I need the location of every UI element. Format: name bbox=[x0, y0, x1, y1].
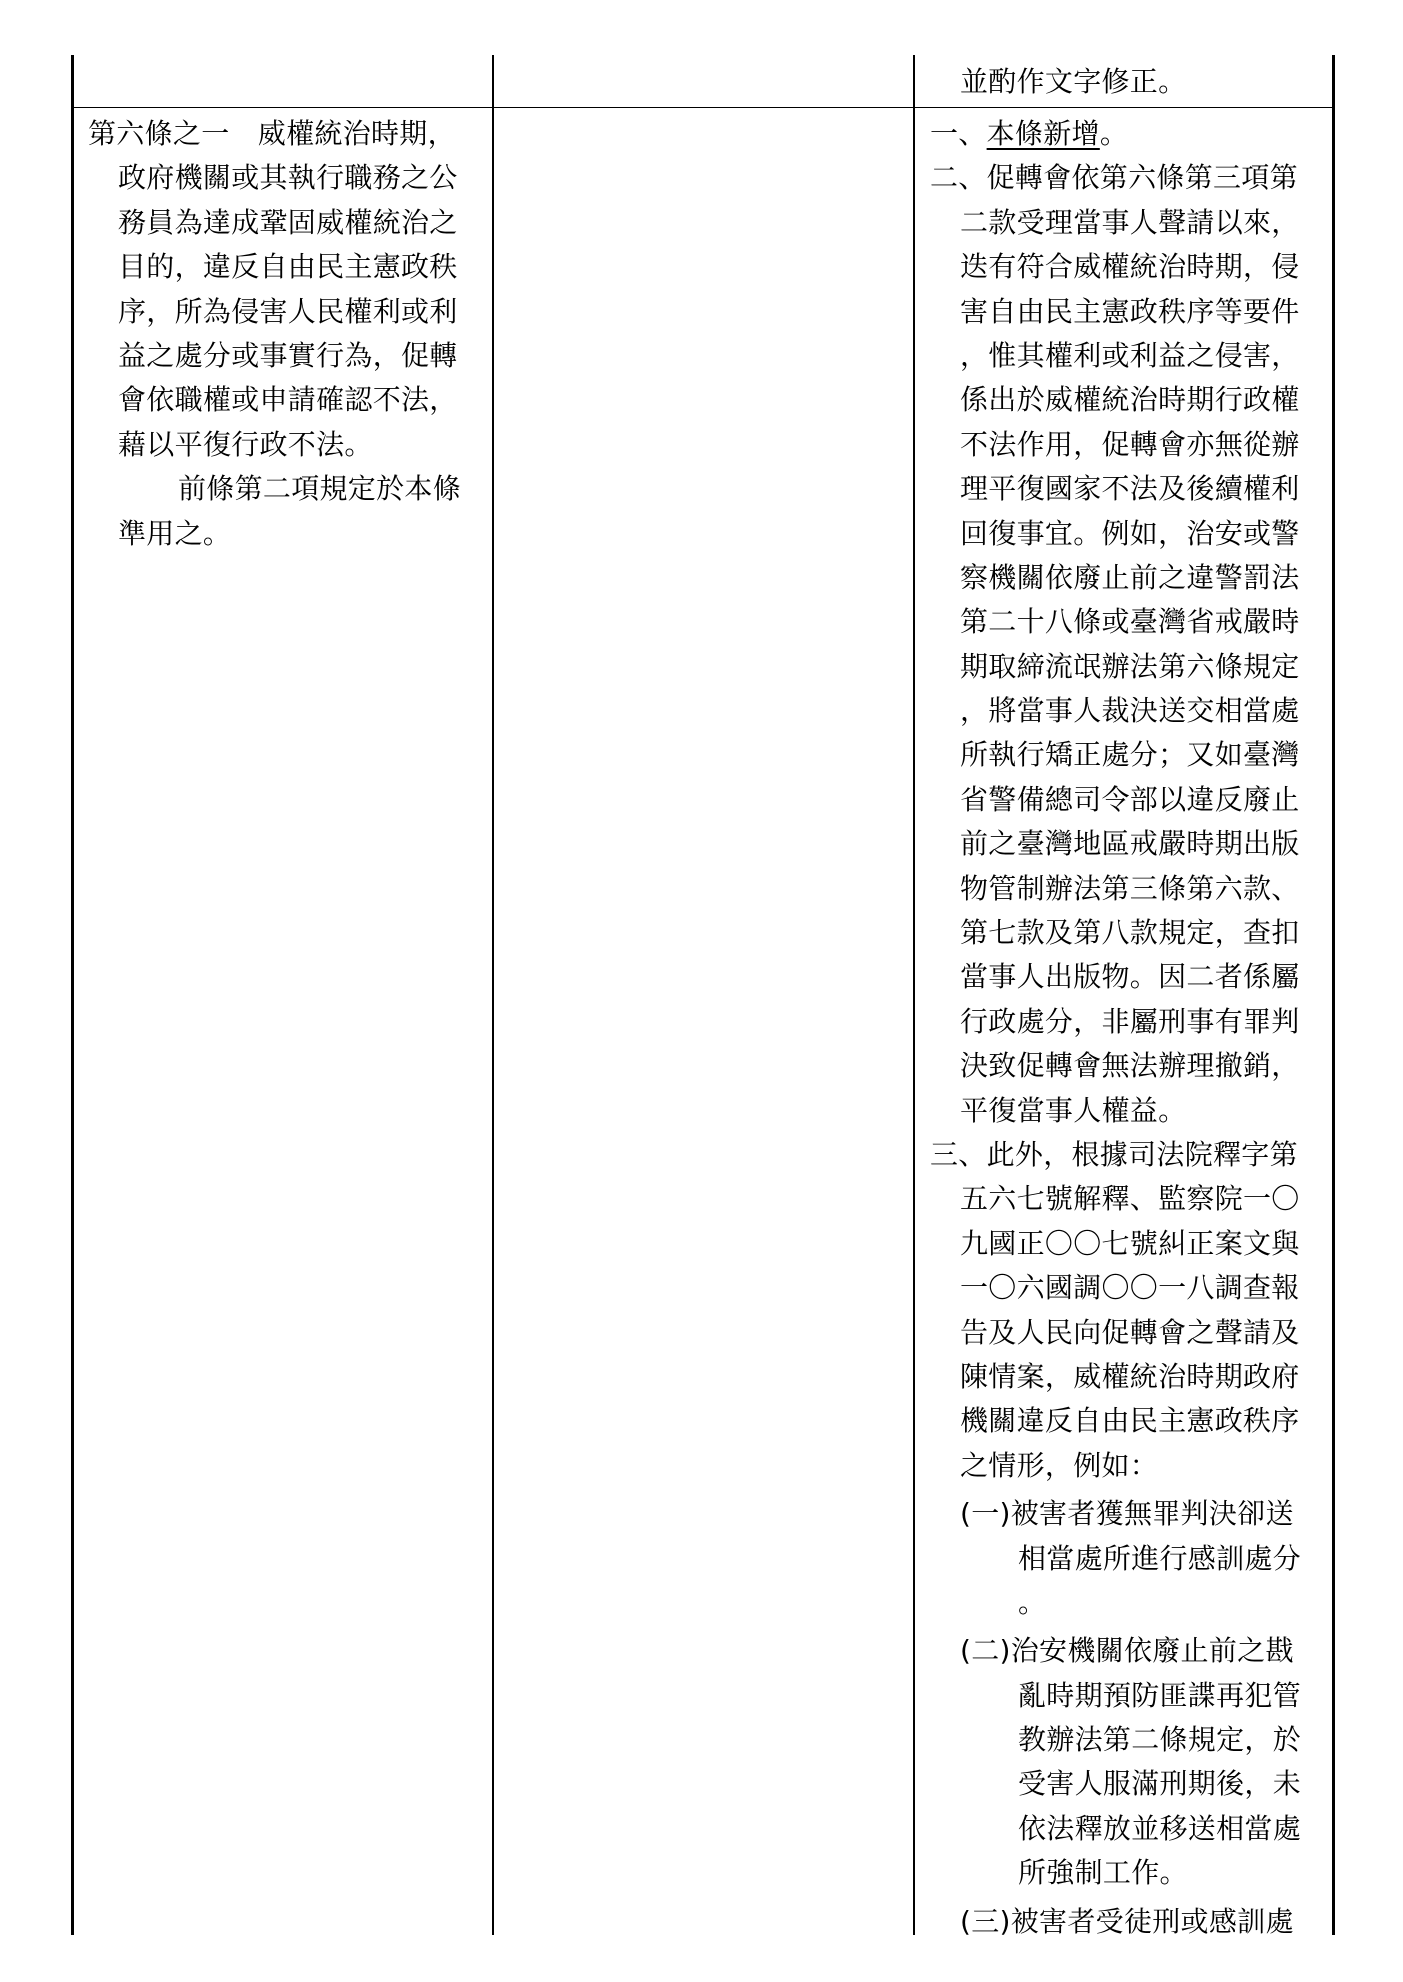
note-line: 迭有符合威權統治時期，侵 bbox=[960, 250, 1300, 284]
sub-item-line: 亂時期預防匪諜再犯管 bbox=[1018, 1678, 1302, 1712]
row-separator bbox=[71, 107, 1335, 108]
note-2 bbox=[930, 156, 1301, 1133]
note-1 bbox=[930, 112, 1301, 156]
note-line: 二、促轉會依第六條第三項第 bbox=[930, 161, 1298, 195]
sub-item-2 bbox=[930, 1629, 1301, 1895]
sub-item-line: 依法釋放並移送相當處 bbox=[1018, 1811, 1302, 1845]
article-line: 會依職權或申請確認不法， bbox=[118, 383, 458, 417]
note-line: 之情形，例如： bbox=[960, 1448, 1159, 1482]
article-line: 務員為達成鞏固威權統治之 bbox=[118, 205, 458, 239]
note-1-underlined: 本條新增 bbox=[986, 117, 1100, 150]
note-line: ，將當事人裁決送交相當處 bbox=[960, 694, 1300, 728]
note-line: ，惟其權利或利益之侵害， bbox=[960, 338, 1300, 372]
note-line: 不法作用，促轉會亦無從辦 bbox=[960, 427, 1300, 461]
table-left-border bbox=[71, 55, 74, 1935]
table-right-border bbox=[1332, 55, 1335, 1935]
article-line: 準用之。 bbox=[118, 516, 232, 550]
sub-item-line: 。 bbox=[1018, 1585, 1047, 1619]
table-divider-2 bbox=[913, 55, 915, 1935]
note-line: 理平復國家不法及後續權利 bbox=[960, 472, 1300, 506]
article-line: 藉以平復行政不法。 bbox=[118, 427, 373, 461]
note-3 bbox=[930, 1133, 1301, 1488]
sub-item-line: (二)治安機關依廢止前之戡 bbox=[960, 1634, 1294, 1668]
article-line: 序，所為侵害人民權利或利 bbox=[118, 294, 458, 328]
article-line: 前條第二項規定於本條 bbox=[178, 472, 462, 506]
table-divider-1 bbox=[492, 55, 494, 1935]
note-line: 告及人民向促轉會之聲請及 bbox=[960, 1315, 1300, 1349]
note-1-prefix: 一、 bbox=[930, 117, 987, 150]
sub-item-3 bbox=[930, 1900, 1301, 1944]
article-text bbox=[88, 112, 461, 556]
note-line: 五六七號解釋、監察院一〇 bbox=[960, 1182, 1300, 1216]
note-line: 前之臺灣地區戒嚴時期出版 bbox=[960, 827, 1300, 861]
note-line: 九國正〇〇七號糾正案文與 bbox=[960, 1226, 1300, 1260]
note-line: 回復事宜。例如，治安或警 bbox=[960, 516, 1300, 550]
article-line: 政府機關或其執行職務之公 bbox=[118, 161, 458, 195]
article-line: 第六條之一 威權統治時期， bbox=[88, 117, 456, 150]
explanation-notes bbox=[930, 112, 1301, 1944]
note-continuation-line: 並酌作文字修正。 bbox=[960, 65, 1187, 98]
article-line: 益之處分或事實行為，促轉 bbox=[118, 338, 458, 372]
note-line: 決致促轉會無法辦理撤銷， bbox=[960, 1049, 1300, 1083]
note-line: 三、此外，根據司法院釋字第 bbox=[930, 1137, 1298, 1171]
sub-item-1 bbox=[930, 1492, 1301, 1625]
sub-item-line: 受害人服滿刑期後，未 bbox=[1018, 1767, 1302, 1801]
note-line: 第七款及第八款規定，查扣 bbox=[960, 916, 1300, 950]
note-line: 平復當事人權益。 bbox=[960, 1093, 1187, 1127]
sub-item-line: 所強制工作。 bbox=[1018, 1856, 1188, 1890]
article-line: 目的，違反自由民主憲政秩 bbox=[118, 250, 458, 284]
sub-item-line: (三)被害者受徒刑或感訓處 bbox=[960, 1904, 1294, 1938]
top-row-note bbox=[960, 60, 1186, 104]
note-line: 物管制辦法第三條第六款、 bbox=[960, 871, 1300, 905]
note-line: 行政處分，非屬刑事有罪判 bbox=[960, 1004, 1300, 1038]
note-line: 所執行矯正處分；又如臺灣 bbox=[960, 738, 1300, 772]
note-line: 察機關依廢止前之違警罰法 bbox=[960, 560, 1300, 594]
note-line: 第二十八條或臺灣省戒嚴時 bbox=[960, 605, 1300, 639]
note-line: 害自由民主憲政秩序等要件 bbox=[960, 294, 1300, 328]
note-line: 二款受理當事人聲請以來， bbox=[960, 205, 1300, 239]
note-1-suffix: 。 bbox=[1099, 117, 1129, 150]
sub-item-line: 教辦法第二條規定，於 bbox=[1018, 1723, 1302, 1757]
note-line: 當事人出版物。因二者係屬 bbox=[960, 960, 1300, 994]
sub-item-line: 相當處所進行感訓處分 bbox=[1018, 1541, 1302, 1575]
sub-item-line: (一)被害者獲無罪判決卻送 bbox=[960, 1497, 1294, 1531]
note-line: 省警備總司令部以違反廢止 bbox=[960, 782, 1300, 816]
note-line: 機關違反自由民主憲政秩序 bbox=[960, 1404, 1300, 1438]
note-line: 係出於威權統治時期行政權 bbox=[960, 383, 1300, 417]
note-line: 陳情案，威權統治時期政府 bbox=[960, 1359, 1300, 1393]
note-line: 一〇六國調〇〇一八調查報 bbox=[960, 1271, 1300, 1305]
note-line: 期取締流氓辦法第六條規定 bbox=[960, 649, 1300, 683]
